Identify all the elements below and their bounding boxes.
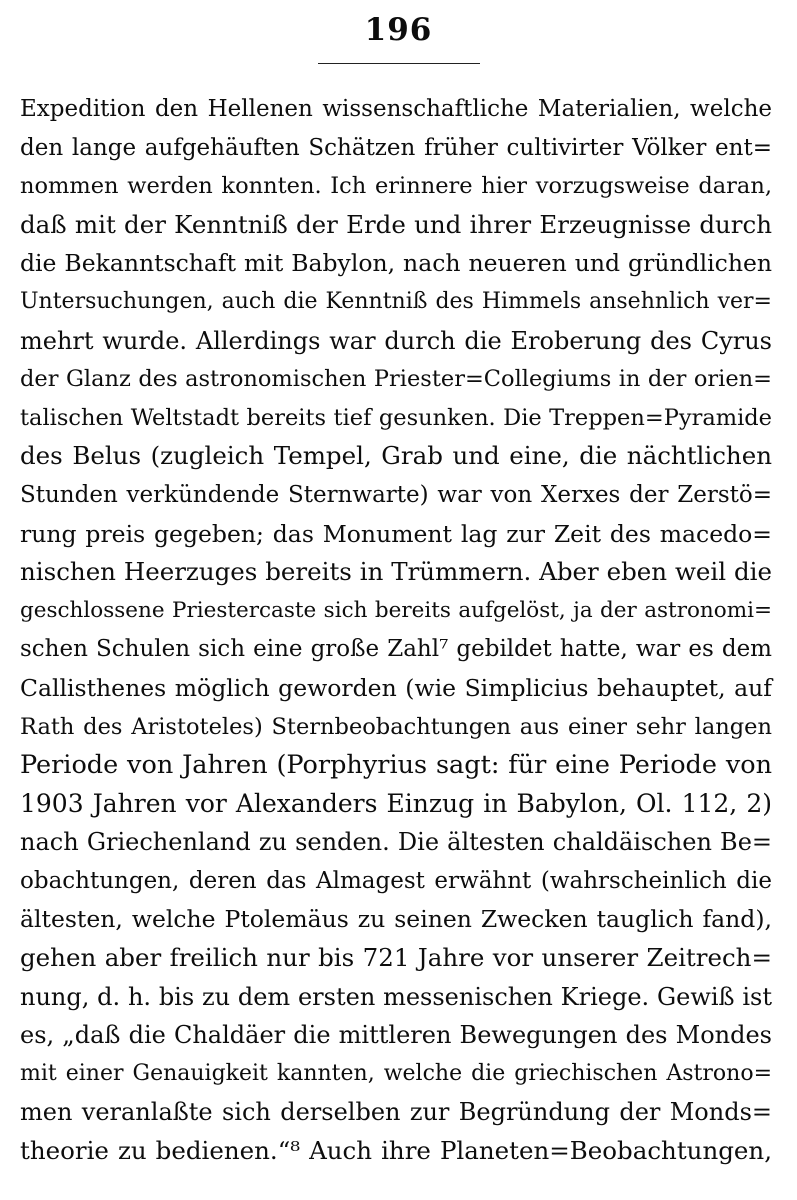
- page-number: 196: [364, 12, 433, 48]
- text-line: die Bekanntschaft mit Babylon, nach neueren und gründlichen: [20, 249, 772, 278]
- text-line: mehrt wurde. Allerdings war durch die Eroberung des Cyrus: [20, 326, 772, 355]
- text-line: daß mit der Kenntniß der Erde und ihrer Erzeugnisse durch: [20, 209, 772, 239]
- text-line: gehen aber freilich nur bis 721 Jahre vor unserer Zeitrech=: [20, 943, 772, 973]
- text-line: Callisthenes möglich geworden (wie Simplicius behauptet, auf: [20, 673, 772, 702]
- text-line: 1903 Jahren vor Alexanders Einzug in Babylon, Ol. 112, 2): [20, 788, 772, 818]
- text-line: den lange aufgehäuften Schätzen früher cultivirter Völker ent=: [20, 134, 772, 161]
- text-line: nung, d. h. bis zu dem ersten messenischen Kriege. Gewiß ist: [20, 982, 772, 1011]
- body-text: [20, 90, 772, 1171]
- header-rule: [318, 63, 480, 64]
- text-line: talischen Weltstadt bereits tief gesunken. Die Treppen=Pyramide: [20, 404, 772, 431]
- text-line: nischen Heerzuges bereits in Trümmern. Aber eben weil die: [20, 557, 772, 587]
- text-line: obachtungen, deren das Almagest erwähnt (wahrscheinlich die: [20, 867, 772, 894]
- text-line: geschlossene Priestercaste sich bereits aufgelöst, ja der astronomi=: [20, 597, 772, 623]
- text-line: mit einer Genauigkeit kannten, welche die griechischen Astrono=: [20, 1060, 772, 1086]
- text-line: Rath des Aristoteles) Sternbeobachtungen aus einer sehr langen: [20, 713, 772, 740]
- text-line: theorie zu bedienen.“⁸ Auch ihre Planeten=Beobachtungen,: [20, 1136, 772, 1166]
- text-line: Periode von Jahren (Porphyrius sagt: für eine Periode von: [20, 750, 772, 781]
- text-line: schen Schulen sich eine große Zahl⁷ gebildet hatte, war es dem: [20, 636, 772, 663]
- text-line: des Belus (zugleich Tempel, Grab und eine, die nächtlichen: [20, 441, 772, 471]
- text-line: rung preis gegeben; das Monument lag zur Zeit des macedo=: [20, 519, 772, 548]
- text-line: Expedition den Hellenen wissenschaftliche Materialien, welche: [20, 96, 772, 122]
- text-line: Stunden verkündende Sternwarte) war von Xerxes der Zerstö=: [20, 481, 772, 508]
- text-line: Untersuchungen, auch die Kenntniß des Himmels ansehnlich ver=: [20, 288, 772, 314]
- text-line: men veranlaßte sich derselben zur Begründung der Monds=: [20, 1098, 772, 1127]
- text-line: der Glanz des astronomischen Priester=Collegiums in der orien=: [20, 366, 772, 393]
- text-line: ältesten, welche Ptolemäus zu seinen Zwecken tauglich fand),: [20, 905, 772, 934]
- text-line: nach Griechenland zu senden. Die ältesten chaldäischen Be=: [20, 828, 772, 857]
- text-line: nommen werden konnten. Ich erinnere hier vorzugsweise daran,: [20, 173, 772, 200]
- text-line: es, „daß die Chaldäer die mittleren Bewegungen des Mondes: [20, 1021, 772, 1050]
